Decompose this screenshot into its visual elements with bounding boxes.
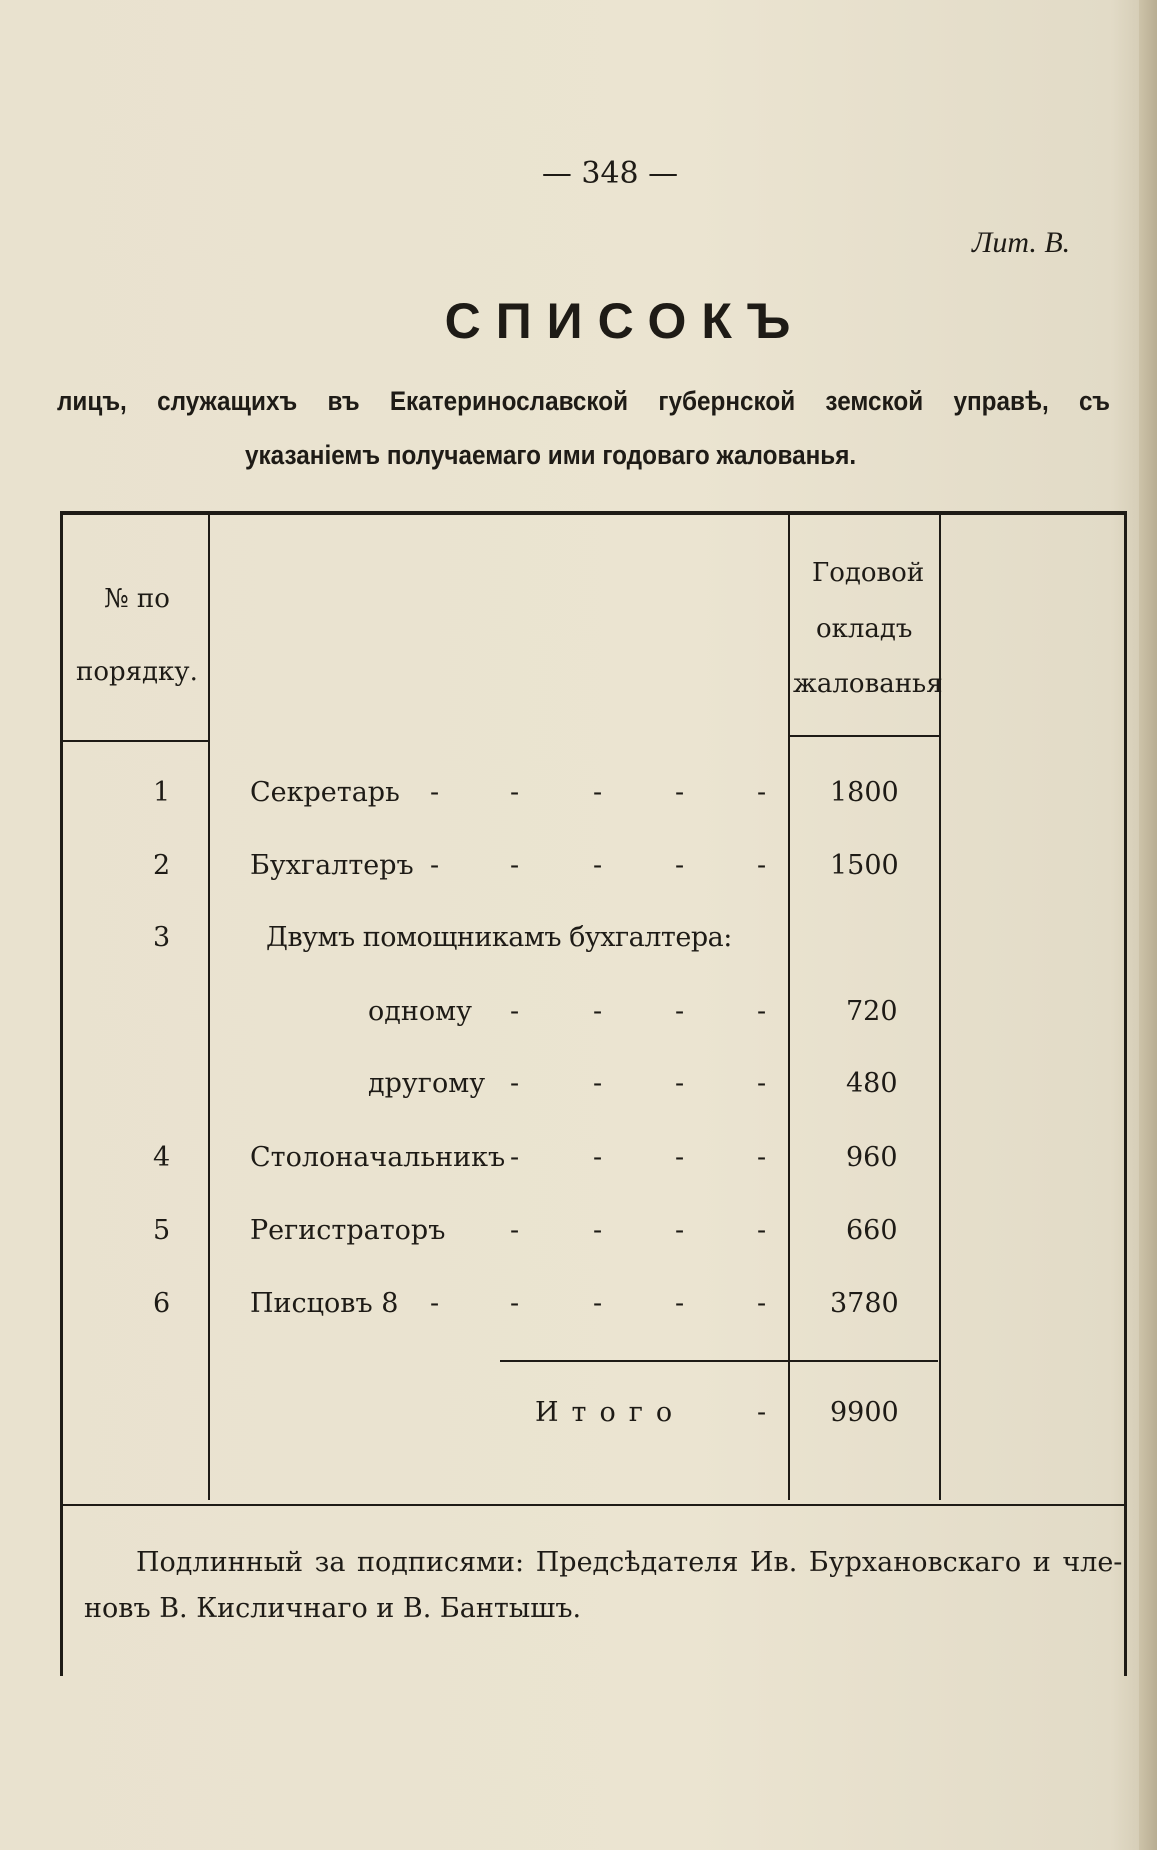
- subtitle-line-1: [57, 386, 1110, 417]
- leader-dash: -: [430, 1288, 440, 1319]
- row-amount: 480: [846, 1068, 898, 1099]
- document-title: СПИСОКЪ: [444, 293, 806, 349]
- row-amount: 1800: [830, 777, 899, 808]
- page-number: — 348 —: [541, 156, 679, 191]
- total-rule: [500, 1360, 938, 1362]
- row-amount: 720: [846, 996, 898, 1027]
- row-label: одному: [368, 996, 473, 1027]
- row-label: Столоначальникъ: [250, 1142, 506, 1173]
- subtitle-word: земской: [825, 386, 924, 416]
- row-label: Регистраторъ: [250, 1215, 446, 1246]
- leader-dash: -: [593, 777, 603, 808]
- leader-dash: -: [510, 850, 520, 881]
- table-top-rule: [60, 511, 1124, 515]
- subtitle-word: служащихъ: [157, 386, 298, 416]
- subtitle-word: губернской: [658, 386, 796, 416]
- subtitle-line-2: указаніемъ получаемаго ими годоваго жалованья.: [245, 440, 857, 470]
- leader-dash: -: [510, 1288, 520, 1319]
- header-salary-2: окладъ: [816, 614, 913, 644]
- leader-dash: -: [593, 1288, 603, 1319]
- total-label: Итого: [535, 1397, 686, 1428]
- leader-dash: -: [757, 777, 767, 808]
- leader-dash: -: [510, 777, 520, 808]
- leader-dash: -: [510, 1068, 520, 1099]
- leader-dash: -: [593, 850, 603, 881]
- row-amount: 1500: [830, 850, 899, 881]
- row-number: 4: [153, 1142, 171, 1173]
- leader-dash: -: [430, 850, 440, 881]
- leader-dash: -: [757, 1142, 767, 1173]
- column-divider-right: [939, 513, 941, 1500]
- leader-dash: -: [510, 1215, 520, 1246]
- row-amount: 960: [846, 1142, 898, 1173]
- table-left-border: [60, 511, 63, 1676]
- footer-line-1: Подлинный за подписями: Предсѣдателя Ив. Бурхановскаго и чле-: [136, 1547, 1123, 1578]
- lit-mark: Лит. В.: [972, 226, 1071, 259]
- leader-dash: -: [675, 777, 685, 808]
- row-label: Двумъ помощникамъ бухгалтера:: [266, 922, 732, 953]
- row-number: 2: [153, 850, 171, 881]
- subtitle-word: управѣ,: [953, 386, 1049, 416]
- row-number: 1: [153, 777, 171, 808]
- subtitle-word: въ: [327, 386, 360, 416]
- leader-dash: -: [430, 777, 440, 808]
- leader-dash: -: [593, 1215, 603, 1246]
- table-bottom-rule: [63, 1504, 1124, 1506]
- header-salary-1: Годовой: [812, 558, 925, 588]
- column-divider-amount: [788, 513, 790, 1500]
- row-number: 6: [153, 1288, 171, 1319]
- page-edge: [1139, 0, 1157, 1850]
- row-label: Бухгалтеръ: [250, 850, 414, 881]
- row-label: Писцовъ 8: [250, 1288, 399, 1319]
- total-dash: -: [757, 1397, 767, 1428]
- leader-dash: -: [593, 996, 603, 1027]
- header-rule-number: [63, 740, 208, 742]
- leader-dash: -: [757, 850, 767, 881]
- leader-dash: -: [675, 850, 685, 881]
- header-number-top: № по: [104, 584, 170, 614]
- leader-dash: -: [675, 1142, 685, 1173]
- leader-dash: -: [510, 1142, 520, 1173]
- leader-dash: -: [675, 996, 685, 1027]
- leader-dash: -: [510, 996, 520, 1027]
- row-number: 3: [153, 922, 171, 953]
- total-amount: 9900: [830, 1397, 899, 1428]
- subtitle-word: лицъ,: [57, 386, 127, 416]
- header-number-bottom: порядку.: [76, 657, 198, 687]
- row-amount: 660: [846, 1215, 898, 1246]
- row-label: Секретарь: [250, 777, 400, 808]
- footer-line-2: новъ В. Кисличнаго и В. Бантышъ.: [84, 1593, 582, 1624]
- row-label: другому: [368, 1068, 486, 1099]
- row-number: 5: [153, 1215, 171, 1246]
- leader-dash: -: [593, 1068, 603, 1099]
- leader-dash: -: [593, 1142, 603, 1173]
- leader-dash: -: [757, 1068, 767, 1099]
- leader-dash: -: [675, 1215, 685, 1246]
- subtitle-word: съ: [1079, 386, 1110, 416]
- row-amount: 3780: [830, 1288, 899, 1319]
- column-divider-number: [208, 513, 210, 1500]
- table-right-border: [1124, 511, 1127, 1676]
- leader-dash: -: [757, 1215, 767, 1246]
- header-salary-3: жалованья: [793, 669, 943, 699]
- subtitle-word: Екатеринославской: [389, 386, 629, 416]
- leader-dash: -: [675, 1068, 685, 1099]
- leader-dash: -: [757, 1288, 767, 1319]
- header-rule-amount: [790, 735, 939, 737]
- leader-dash: -: [675, 1288, 685, 1319]
- leader-dash: -: [757, 996, 767, 1027]
